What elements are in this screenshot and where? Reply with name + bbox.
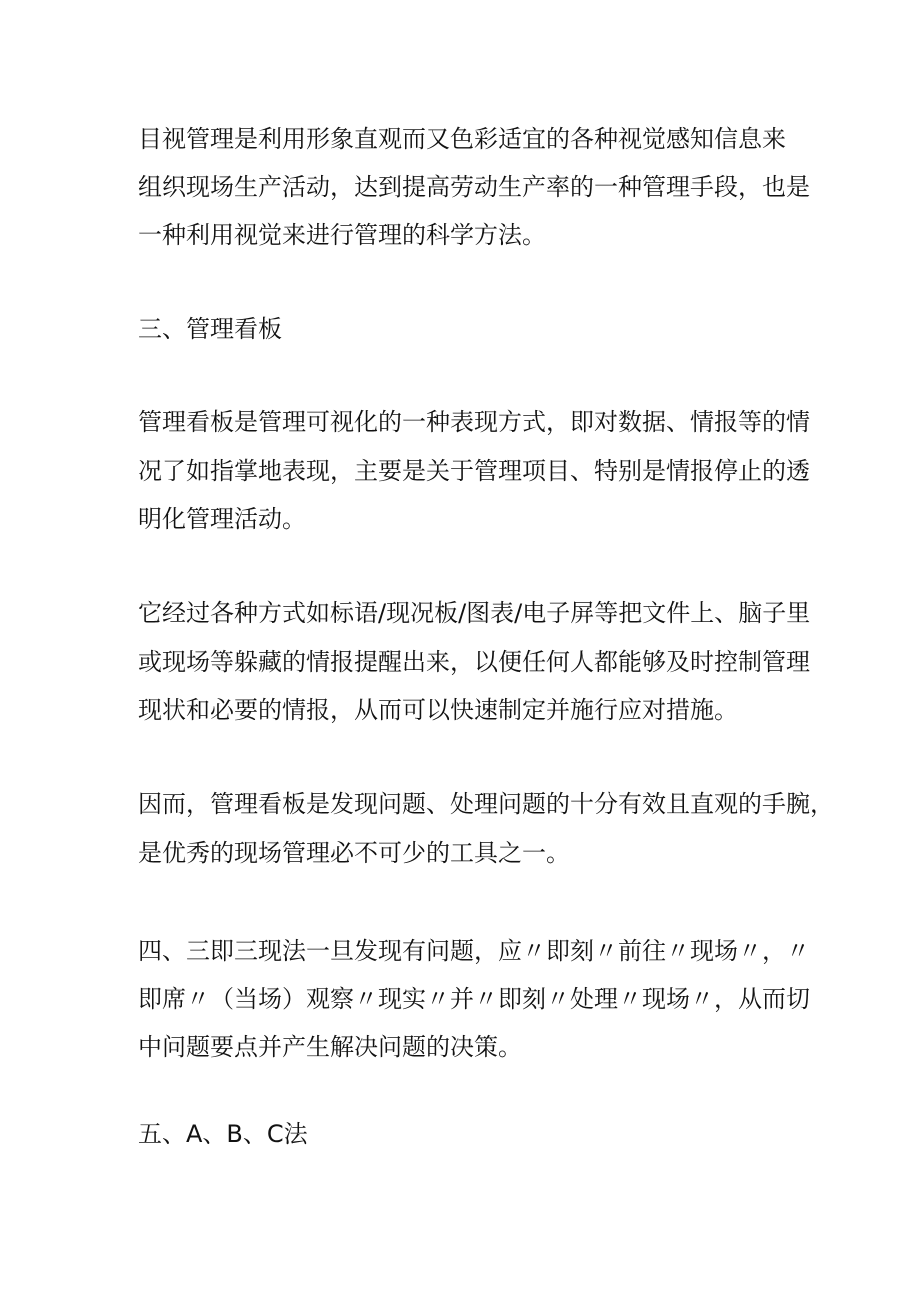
- paragraph-kanban-1-line-3: 明化管理活动。: [138, 505, 306, 533]
- paragraph-visual-line-1: 目视管理是利用形象直观而又色彩适宜的各种视觉感知信息来: [138, 125, 786, 153]
- section-heading-3: 三、管理看板: [138, 315, 282, 343]
- paragraph-kanban-1-line-2: 况了如指掌地表现，主要是关于管理项目、特别是情报停止的透: [138, 457, 810, 485]
- paragraph-section-4-line-2: 即席〃（当场）观察〃现实〃并〃即刻〃处理〃现场〃，从而切: [138, 985, 810, 1013]
- paragraph-section-4-line-1: 四、三即三现法一旦发现有问题，应〃即刻〃前往〃现场〃，〃: [138, 937, 810, 965]
- paragraph-kanban-2-line-2: 或现场等躲藏的情报提醒出来，以便任何人都能够及时控制管理: [138, 648, 810, 676]
- paragraph-kanban-3-line-1: 因而，管理看板是发现问题、处理问题的十分有效且直观的手腕，: [138, 790, 834, 818]
- paragraph-visual-line-3: 一种利用视觉来进行管理的科学方法。: [138, 221, 546, 249]
- section-heading-5: 五、A、B、C法: [138, 1120, 308, 1148]
- paragraph-kanban-2-line-1: 它经过各种方式如标语/现况板/图表/电子屏等把文件上、脑子里: [138, 599, 811, 627]
- paragraph-kanban-3-line-2: 是优秀的现场管理必不可少的工具之一。: [138, 839, 570, 867]
- paragraph-section-4-line-3: 中问题要点并产生解决问题的决策。: [138, 1033, 522, 1061]
- paragraph-kanban-1-line-1: 管理看板是管理可视化的一种表现方式，即对数据、情报等的情: [138, 408, 810, 436]
- paragraph-visual-line-2: 组织现场生产活动，达到提高劳动生产率的一种管理手段，也是: [138, 173, 810, 201]
- paragraph-kanban-2-line-3: 现状和必要的情报，从而可以快速制定并施行应对措施。: [138, 696, 738, 724]
